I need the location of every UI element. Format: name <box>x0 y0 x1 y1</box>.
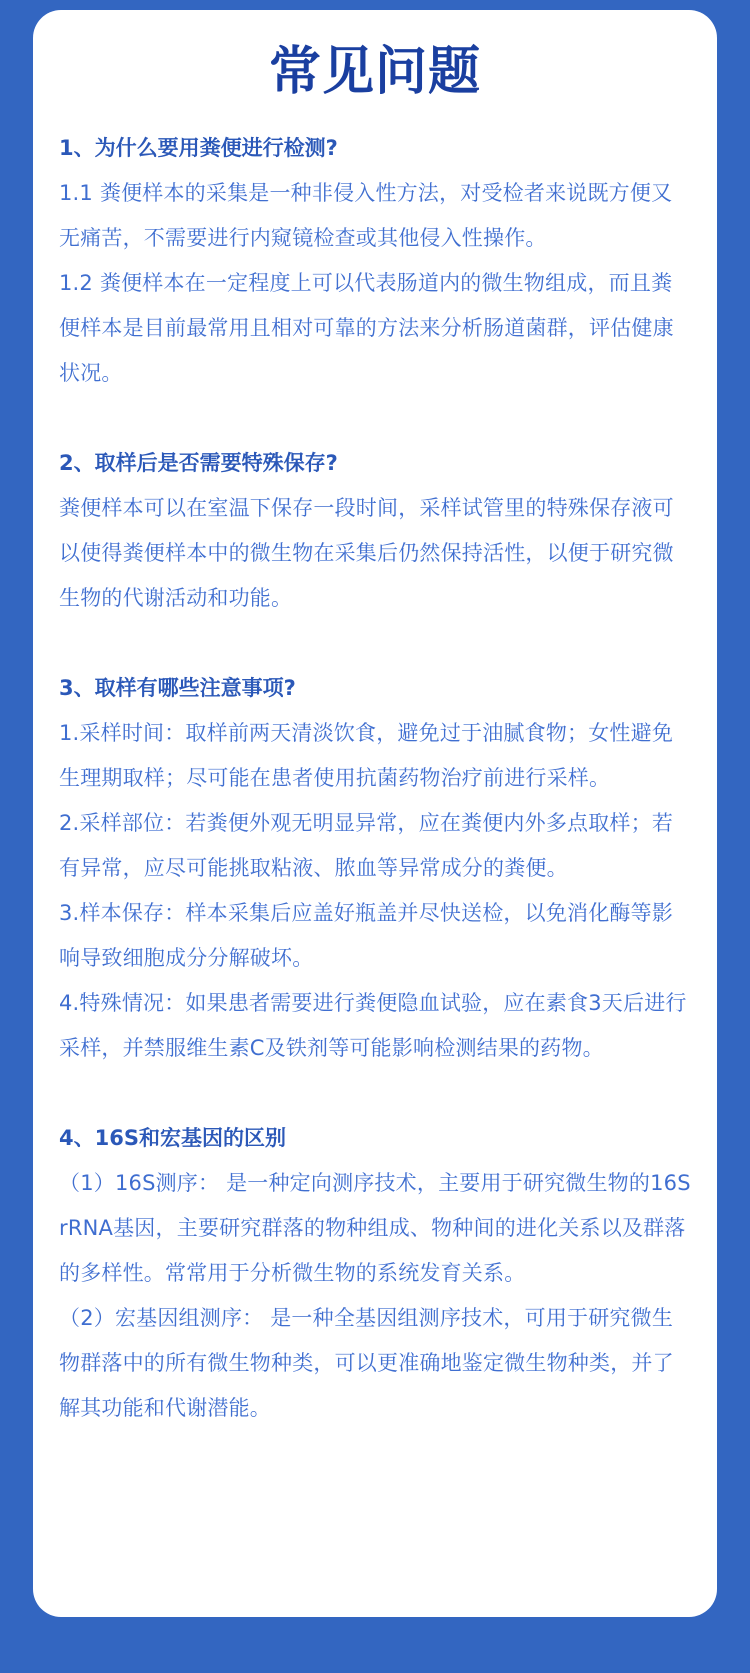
faq-section-3 <box>59 666 691 1071</box>
answer-paragraph: （1）16S测序： 是一种定向测序技术，主要用于研究微生物的16S rRNA基因，主要研究群落的物种组成、物种间的进化关系以及群落的多样性。常常用于分析微生物的系统发育关系。 <box>59 1171 691 1285</box>
question-heading: 1、为什么要用粪便进行检测? <box>59 136 338 160</box>
answer-paragraph: 1.1 粪便样本的采集是一种非侵入性方法，对受检者来说既方便又无痛苦，不需要进行内窥镜检查或其他侵入性操作。 <box>59 181 673 250</box>
faq-content <box>59 126 691 1431</box>
faq-section-2 <box>59 441 691 621</box>
page-title: 常见问题 <box>268 42 481 102</box>
question-heading: 4、16S和宏基因的区别 <box>59 1126 286 1150</box>
answer-paragraph: 粪便样本可以在室温下保存一段时间，采样试管里的特殊保存液可以使得粪便样本中的微生物在采集后仍然保持活性，以便于研究微生物的代谢活动和功能。 <box>59 496 674 610</box>
answer-paragraph: 3.样本保存：样本采集后应盖好瓶盖并尽快送检，以免消化酶等影响导致细胞成分分解破坏。 <box>59 901 674 970</box>
answer-paragraph: 1.采样时间：取样前两天清淡饮食，避免过于油腻食物；女性避免生理期取样；尽可能在患者使用抗菌药物治疗前进行采样。 <box>59 721 674 790</box>
question-heading: 3、取样有哪些注意事项? <box>59 676 296 700</box>
faq-section-1 <box>59 126 691 396</box>
answer-paragraph: 1.2 粪便样本在一定程度上可以代表肠道内的微生物组成，而且粪便样本是目前最常用且相对可靠的方法来分析肠道菌群，评估健康状况。 <box>59 271 674 385</box>
faq-section-4 <box>59 1116 691 1431</box>
answer-paragraph: （2）宏基因组测序： 是一种全基因组测序技术，可用于研究微生物群落中的所有微生物种类，可以更准确地鉴定微生物种类，并了解其功能和代谢潜能。 <box>59 1306 674 1420</box>
answer-paragraph: 2.采样部位：若粪便外观无明显异常，应在粪便内外多点取样；若有异常，应尽可能挑取粘液、脓血等异常成分的粪便。 <box>59 811 674 880</box>
faq-card <box>33 10 717 1617</box>
question-heading: 2、取样后是否需要特殊保存? <box>59 451 338 475</box>
answer-paragraph: 4.特殊情况：如果患者需要进行粪便隐血试验，应在素食3天后进行采样，并禁服维生素C及铁剂等可能影响检测结果的药物。 <box>59 991 687 1060</box>
